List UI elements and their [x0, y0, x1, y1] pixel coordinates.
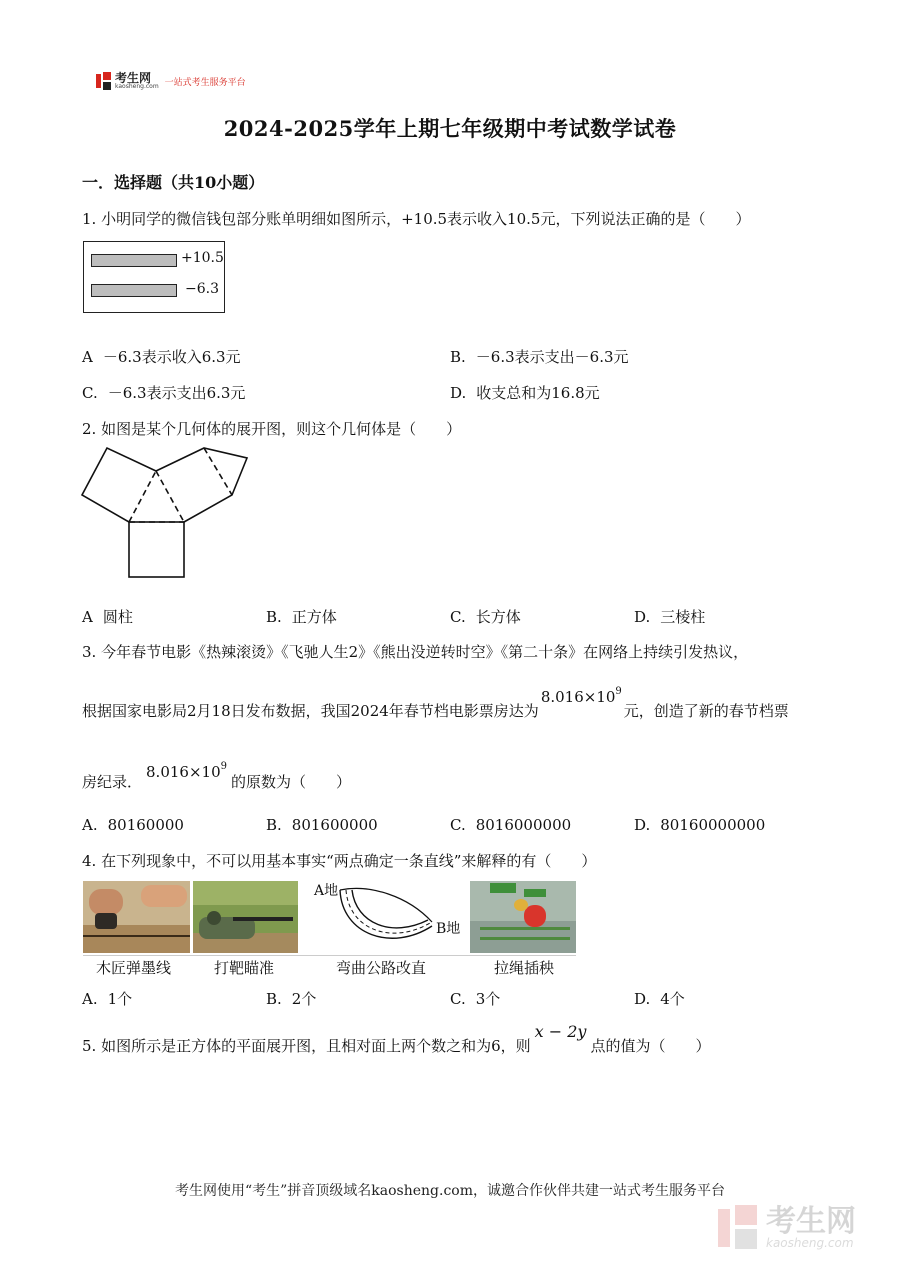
q4-option-b[interactable]: B. 2个: [266, 990, 317, 1008]
carpenter-photo: [83, 881, 190, 953]
scientific-number: $8.016\times 10^9$: [146, 761, 227, 781]
watermark-icon: [718, 1205, 760, 1251]
logo-domain: kaosheng.com: [115, 83, 159, 90]
net-square: [129, 522, 184, 577]
wallet-value: +10.5: [181, 250, 224, 266]
q3-option-a[interactable]: A. 80160000: [82, 816, 184, 834]
q2-option-d[interactable]: D. 三棱柱: [634, 608, 706, 626]
q1-option-d[interactable]: D. 收支总和为16.8元: [450, 384, 600, 402]
net-left-face: [82, 448, 156, 522]
question-1-stem: 1. 小明同学的微信钱包部分账单明细如图所示，+10.5表示收入10.5元，下列说法正确的是（ ）: [82, 210, 751, 228]
q2-option-b[interactable]: B. 正方体: [266, 608, 337, 626]
question-5-stem: 5. 如图所示是正方体的平面展开图，且相对面上两个数之和为6，则x − 2y点的值为（ ）: [82, 1022, 711, 1055]
prism-net-figure: [78, 442, 253, 582]
q3-option-d[interactable]: D. 80160000000: [634, 816, 766, 834]
q4-option-a[interactable]: A. 1个: [82, 990, 133, 1008]
wallet-bar: [91, 254, 177, 267]
caption-carpenter: 木匠弹墨线: [96, 959, 172, 977]
shooting-photo: [193, 881, 298, 953]
watermark-domain: kaosheng.com: [766, 1236, 854, 1250]
q3-option-b[interactable]: B. 801600000: [266, 816, 378, 834]
q3-option-c[interactable]: C. 8016000000: [450, 816, 572, 834]
q1-option-b[interactable]: B. －6.3表示支出－6.3元: [450, 348, 629, 366]
wallet-value: −6.3: [185, 281, 219, 297]
wallet-figure: [83, 241, 225, 313]
q4-option-c[interactable]: C. 3个: [450, 990, 501, 1008]
q1-option-a[interactable]: A －6.3表示收入6.3元: [82, 348, 241, 366]
page-title: 2024-2025学年上期七年级期中考试数学试卷: [223, 116, 677, 141]
caption-shooting: 打靶瞄准: [214, 959, 275, 977]
rice-planting-photo: [470, 881, 576, 953]
expression: x − 2y: [534, 1022, 587, 1041]
watermark-text: 考生网: [766, 1204, 856, 1239]
question-3-line2: 根据国家电影局2月18日发布数据，我国2024年春节档电影票房达为$8.016\times 10^9$元，创造了新的春节档票: [82, 686, 789, 720]
header-logo: [96, 72, 246, 90]
caption-rice: 拉绳插秧: [494, 959, 555, 977]
road-label-a: A地: [314, 883, 339, 899]
question-4-stem: 4. 在下列现象中，不可以用基本事实“两点确定一条直线”来解释的有（ ）: [82, 852, 597, 870]
q2-option-a[interactable]: A 圆柱: [82, 608, 133, 626]
logo-text: 考生网: [115, 71, 152, 85]
section-heading: 一．选择题（共10小题）: [82, 173, 265, 192]
question-3-line3: 房纪录．$8.016\times 10^9$的原数为（ ）: [82, 761, 352, 791]
logo-icon: [96, 72, 112, 90]
net-right-face: [156, 448, 247, 522]
footer-text: 考生网使用“考生”拼音顶级域名kaosheng.com，诚邀合作伙伴共建一站式考生服务平台: [174, 1183, 726, 1199]
question-2-stem: 2. 如图是某个几何体的展开图，则这个几何体是（ ）: [82, 420, 462, 438]
caption-road: 弯曲公路改直: [336, 959, 427, 977]
logo-slogan: 一站式考生服务平台: [164, 77, 246, 88]
q4-option-d[interactable]: D. 4个: [634, 990, 685, 1008]
image-strip-divider: [83, 955, 576, 956]
wallet-bar: [91, 284, 177, 297]
q2-option-c[interactable]: C. 长方体: [450, 608, 521, 626]
road-label-b: B地: [436, 921, 461, 937]
scientific-number: $8.016\times 10^9$: [540, 686, 622, 706]
q1-option-c[interactable]: C. －6.3表示支出6.3元: [82, 384, 246, 402]
watermark-logo: [718, 1205, 856, 1251]
question-3-line1: 3. 今年春节电影《热辣滚烫》《飞驰人生2》《熊出没逆转时空》《第二十条》在网络上持续引发热议，: [82, 643, 749, 661]
